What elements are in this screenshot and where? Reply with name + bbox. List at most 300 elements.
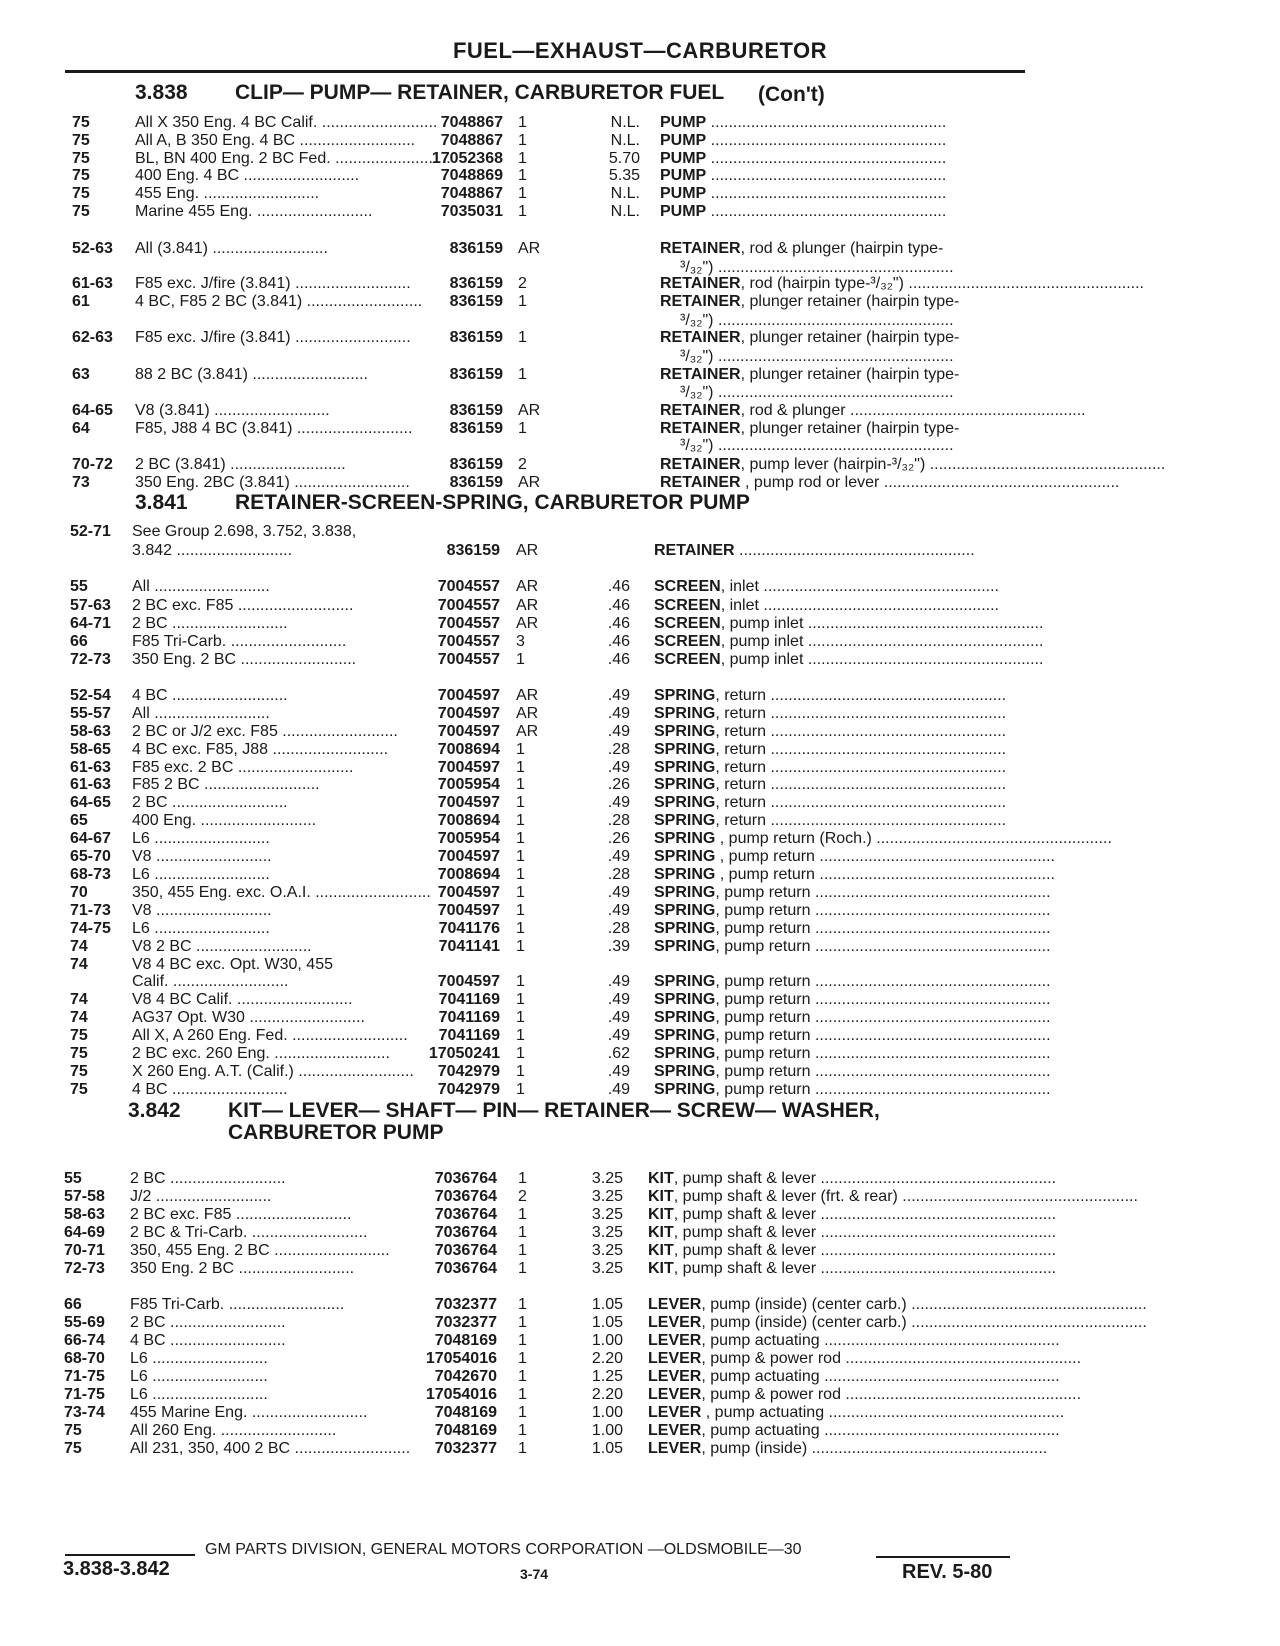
part-number: 7004597: [437, 848, 500, 865]
model-year: 64: [72, 420, 90, 437]
quantity: AR: [518, 240, 541, 257]
part-row: [0, 686, 1280, 705]
part-description: [654, 1080, 1051, 1099]
part-detail: , return .....................................................: [715, 812, 1007, 829]
application: 4 BC, F85 2 BC (3.841) ..........................: [135, 293, 423, 310]
part-row: [0, 1313, 1280, 1332]
section-number: 3.838: [135, 81, 188, 104]
model-year: 70-72: [72, 456, 113, 473]
page-header: FUEL—EXHAUST—CARBURETOR: [452, 38, 828, 63]
quantity: AR: [516, 597, 539, 614]
application: 4 BC ..........................: [132, 687, 288, 704]
application: F85 exc. J/fire (3.841) ..........................: [135, 275, 411, 292]
quantity: 1: [518, 1386, 527, 1403]
part-detail: , return .....................................................: [715, 723, 1007, 740]
part-description: [654, 883, 1051, 902]
part-description: [654, 596, 1020, 615]
part-description: [654, 1008, 1051, 1027]
part-number: 7036764: [434, 1170, 497, 1187]
price: .46: [607, 651, 630, 668]
application: 400 Eng. 4 BC ..........................: [135, 167, 360, 184]
quantity: 1: [516, 741, 525, 758]
part-description: [654, 829, 1112, 848]
quantity: 1: [516, 1009, 525, 1026]
part-row: [0, 1295, 1280, 1314]
price: .49: [607, 1081, 630, 1098]
part-row: [0, 1026, 1280, 1045]
model-year: 61-63: [70, 776, 111, 793]
part-description: [648, 1205, 1057, 1224]
price: .49: [607, 991, 630, 1008]
part-description: [660, 473, 1120, 492]
part-row: [0, 239, 1280, 258]
part-detail: , pump actuating .....................................................: [701, 1422, 1060, 1439]
quantity: 1: [518, 203, 527, 220]
part-row: [0, 383, 1280, 402]
part-number: 7004597: [437, 705, 500, 722]
model-year: 74: [70, 991, 88, 1008]
part-name: SPRING: [654, 938, 716, 955]
part-detail: , return .....................................................: [715, 705, 1007, 722]
part-number: 836159: [449, 329, 503, 346]
application: Calif. ..........................: [132, 973, 289, 990]
quantity: 1: [518, 1368, 527, 1385]
part-name: RETAINER: [660, 456, 741, 473]
application: See Group 2.698, 3.752, 3.838,: [132, 523, 357, 540]
part-name: SPRING: [654, 920, 716, 937]
model-year: 55-69: [64, 1314, 105, 1331]
part-number: 7048169: [434, 1404, 497, 1421]
section-number: 3.842: [128, 1099, 181, 1122]
application: L6 ..........................: [130, 1350, 268, 1367]
part-row: [0, 1421, 1280, 1440]
part-row: [0, 473, 1280, 492]
section-number: 3.841: [135, 491, 188, 514]
part-name: SPRING: [654, 705, 716, 722]
quantity: 1: [516, 848, 525, 865]
part-row: [0, 577, 1280, 596]
part-number: 7042979: [437, 1081, 500, 1098]
part-description: [660, 401, 1086, 420]
part-description: [654, 704, 1020, 723]
quantity: 1: [518, 1332, 527, 1349]
part-row: [0, 883, 1280, 902]
part-row: [0, 401, 1280, 420]
model-year: 74: [70, 956, 88, 973]
quantity: 1: [518, 366, 527, 383]
part-name: PUMP: [660, 167, 707, 184]
price: 1.00: [591, 1332, 623, 1349]
part-description: [648, 1259, 1057, 1278]
part-name: LEVER: [648, 1440, 702, 1457]
part-row: [0, 113, 1280, 132]
quantity: 1: [518, 329, 527, 346]
model-year: 65: [70, 812, 88, 829]
part-name: SPRING: [654, 812, 716, 829]
part-detail: , pump return .....................................................: [715, 991, 1051, 1008]
part-row: [0, 793, 1280, 812]
application: V8 2 BC ..........................: [132, 938, 312, 955]
part-row: [0, 972, 1280, 991]
price: .28: [607, 741, 630, 758]
model-year: 72-73: [64, 1260, 105, 1277]
quantity: 1: [516, 776, 525, 793]
part-description: [660, 328, 1020, 347]
price: .49: [607, 1027, 630, 1044]
part-row: [0, 1259, 1280, 1278]
part-detail: ³/₃₂") .....................................................: [680, 348, 954, 365]
application: AG37 Opt. W30 ..........................: [132, 1009, 365, 1026]
part-row: [0, 722, 1280, 741]
part-row: [0, 455, 1280, 474]
part-detail: , pump shaft & lever .....................................................: [673, 1242, 1057, 1259]
part-detail: , pump return .....................................................: [715, 1081, 1051, 1098]
part-name: SCREEN: [654, 651, 721, 668]
application: 350 Eng. 2 BC ..........................: [132, 651, 357, 668]
part-detail: , pump shaft & lever .....................................................: [673, 1170, 1057, 1187]
quantity: AR: [516, 578, 539, 595]
model-year: 62-63: [72, 329, 113, 346]
part-description: [648, 1313, 1147, 1332]
part-row: [0, 775, 1280, 794]
part-description: [660, 113, 1020, 132]
part-name: KIT: [648, 1170, 674, 1187]
part-number: 7035031: [440, 203, 503, 220]
model-year: 75: [64, 1440, 82, 1457]
part-number: 7005954: [437, 776, 500, 793]
part-description: [654, 901, 1051, 920]
part-number: 7032377: [434, 1440, 497, 1457]
price: .28: [607, 866, 630, 883]
part-name: LEVER: [648, 1314, 702, 1331]
quantity: 1: [516, 991, 525, 1008]
quantity: 1: [518, 1404, 527, 1421]
part-detail: , pump (inside) .....................................................: [701, 1440, 1048, 1457]
part-number: 7048867: [440, 185, 503, 202]
quantity: 1: [518, 1314, 527, 1331]
application: 350, 455 Eng. exc. O.A.I. ..........................: [132, 884, 431, 901]
model-year: 64-69: [64, 1224, 105, 1241]
part-row: [0, 328, 1280, 347]
model-year: 64-65: [70, 794, 111, 811]
model-year: 71-75: [64, 1368, 105, 1385]
part-name: SPRING: [654, 848, 716, 865]
model-year: 74: [70, 938, 88, 955]
application: 2 BC exc. F85 ..........................: [130, 1206, 352, 1223]
part-row: [0, 292, 1280, 311]
price: 3.25: [591, 1224, 623, 1241]
part-row: [0, 865, 1280, 884]
footer-rule-right: [876, 1556, 1010, 1558]
application: V8 ..........................: [132, 848, 272, 865]
price: 2.20: [591, 1350, 623, 1367]
model-year: 73: [72, 474, 90, 491]
price: N.L.: [610, 132, 640, 149]
quantity: 1: [518, 132, 527, 149]
quantity: 1: [516, 973, 525, 990]
application: 2 BC exc. 260 Eng. ..........................: [132, 1045, 390, 1062]
part-name: PUMP: [660, 203, 707, 220]
quantity: AR: [516, 542, 539, 559]
price: 1.00: [591, 1422, 623, 1439]
application: 350, 455 Eng. 2 BC ..........................: [130, 1242, 390, 1259]
quantity: 1: [518, 293, 527, 310]
part-detail: ³/₃₂") .....................................................: [680, 384, 954, 401]
model-year: 75: [72, 185, 90, 202]
quantity: 1: [516, 920, 525, 937]
part-number: 7048169: [434, 1422, 497, 1439]
price: .49: [607, 902, 630, 919]
part-name: SPRING: [654, 1081, 716, 1098]
part-name: SPRING: [654, 884, 716, 901]
model-year: 64-67: [70, 830, 111, 847]
part-row: [0, 522, 1280, 541]
part-description: [654, 722, 1020, 741]
part-number: 7004597: [437, 687, 500, 704]
part-detail: .....................................................: [734, 542, 975, 559]
part-name: SCREEN: [654, 597, 721, 614]
price: 3.25: [591, 1188, 623, 1205]
part-description: [654, 775, 1020, 794]
part-description: [648, 1169, 1057, 1188]
part-detail: .....................................................: [706, 203, 947, 220]
part-detail: , return .....................................................: [715, 794, 1007, 811]
part-row: [0, 990, 1280, 1009]
quantity: 1: [516, 1027, 525, 1044]
application: 400 Eng. ..........................: [132, 812, 317, 829]
model-year: 66-74: [64, 1332, 105, 1349]
part-description: [654, 577, 1020, 596]
part-description: [680, 436, 1020, 455]
part-detail: , pump & power rod .....................................................: [701, 1350, 1082, 1367]
part-detail: , pump return .....................................................: [715, 884, 1051, 901]
part-detail: , plunger retainer (hairpin type-: [740, 366, 960, 383]
part-row: [0, 919, 1280, 938]
model-year: 64-71: [70, 615, 111, 632]
part-description: [660, 365, 1020, 384]
quantity: 1: [518, 1260, 527, 1277]
model-year: 71-75: [64, 1386, 105, 1403]
application: 2 BC exc. F85 ..........................: [132, 597, 354, 614]
quantity: 1: [516, 1045, 525, 1062]
part-detail: , inlet .....................................................: [720, 597, 999, 614]
part-detail: , rod (hairpin type-³/₃₂") .....................................................: [740, 275, 1144, 292]
price: 1.00: [591, 1404, 623, 1421]
part-name: PUMP: [660, 150, 707, 167]
model-year: 75: [64, 1422, 82, 1439]
application: 2 BC or J/2 exc. F85 ..........................: [132, 723, 398, 740]
part-name: KIT: [648, 1242, 674, 1259]
quantity: 1: [516, 812, 525, 829]
part-number: 7048867: [440, 114, 503, 131]
part-number: 7032377: [434, 1296, 497, 1313]
application: F85 Tri-Carb. ..........................: [130, 1296, 345, 1313]
part-number: 7004557: [437, 578, 500, 595]
part-number: 836159: [449, 293, 503, 310]
part-detail: , pump actuating .....................................................: [701, 1368, 1060, 1385]
application: All (3.841) ..........................: [135, 240, 328, 257]
part-name: SCREEN: [654, 615, 721, 632]
application: 4 BC ..........................: [132, 1081, 288, 1098]
model-year: 52-54: [70, 687, 111, 704]
part-detail: , pump (inside) (center carb.) .....................................................: [701, 1296, 1147, 1313]
part-description: [648, 1187, 1138, 1206]
part-row: [0, 1331, 1280, 1350]
part-row: [0, 937, 1280, 956]
section-title: RETAINER-SCREEN-SPRING, CARBURETOR PUMP: [235, 491, 750, 514]
part-description: [648, 1295, 1147, 1314]
part-detail: , pump shaft & lever .....................................................: [673, 1260, 1057, 1277]
application: All 260 Eng. ..........................: [130, 1422, 337, 1439]
model-year: 75: [70, 1063, 88, 1080]
quantity: 1: [516, 794, 525, 811]
part-row: [0, 166, 1280, 185]
part-name: LEVER: [648, 1386, 702, 1403]
part-detail: .....................................................: [706, 167, 947, 184]
part-detail: , pump inlet .....................................................: [720, 651, 1044, 668]
section-continued-label: (Con't): [758, 83, 825, 106]
price: .49: [607, 759, 630, 776]
part-description: [654, 937, 1051, 956]
part-number: 17052368: [431, 150, 503, 167]
price: .49: [607, 884, 630, 901]
part-number: 7008694: [437, 812, 500, 829]
application: All A, B 350 Eng. 4 BC ..........................: [135, 132, 416, 149]
part-description: [654, 1062, 1051, 1081]
application: L6 ..........................: [132, 920, 270, 937]
model-year: 75: [72, 167, 90, 184]
model-year: 72-73: [70, 651, 111, 668]
part-number: 7048169: [434, 1332, 497, 1349]
part-detail: , pump return .....................................................: [715, 848, 1055, 865]
model-year: 68-70: [64, 1350, 105, 1367]
part-number: 7008694: [437, 866, 500, 883]
part-detail: , pump return .....................................................: [715, 920, 1051, 937]
application: 455 Marine Eng. ..........................: [130, 1404, 368, 1421]
part-number: 7036764: [434, 1206, 497, 1223]
application: F85 exc. J/fire (3.841) ..........................: [135, 329, 411, 346]
model-year: 65-70: [70, 848, 111, 865]
model-year: 66: [70, 633, 88, 650]
part-row: [0, 596, 1280, 615]
part-description: [654, 614, 1044, 633]
part-number: 836159: [449, 456, 503, 473]
part-name: PUMP: [660, 185, 707, 202]
part-number: 7004597: [437, 723, 500, 740]
quantity: 1: [516, 902, 525, 919]
part-detail: , rod & plunger (hairpin type-: [740, 240, 944, 257]
part-number: 7042979: [437, 1063, 500, 1080]
part-name: SPRING: [654, 723, 716, 740]
application: L6 ..........................: [130, 1386, 268, 1403]
part-row: [0, 1439, 1280, 1458]
part-number: 7004597: [437, 902, 500, 919]
part-row: [0, 614, 1280, 633]
part-number: 7004557: [437, 615, 500, 632]
part-row: [0, 184, 1280, 203]
part-name: RETAINER: [660, 366, 741, 383]
footer-rule-left: [65, 1554, 195, 1556]
price: .28: [607, 920, 630, 937]
part-name: SPRING: [654, 687, 716, 704]
part-detail: .....................................................: [706, 114, 947, 131]
part-name: RETAINER: [660, 293, 741, 310]
application: L6 ..........................: [132, 830, 270, 847]
part-number: 7004597: [437, 794, 500, 811]
part-detail: , rod & plunger .....................................................: [740, 402, 1086, 419]
part-detail: ³/₃₂") .....................................................: [680, 437, 954, 454]
model-year: 61-63: [70, 759, 111, 776]
part-row: [0, 131, 1280, 150]
model-year: 68-73: [70, 866, 111, 883]
part-row: [0, 811, 1280, 830]
application: 350 Eng. 2 BC ..........................: [130, 1260, 355, 1277]
quantity: 1: [518, 420, 527, 437]
model-year: 58-63: [70, 723, 111, 740]
application: All ..........................: [132, 705, 270, 722]
model-year: 75: [72, 203, 90, 220]
model-year: 63: [72, 366, 90, 383]
part-detail: , pump return .....................................................: [715, 1009, 1051, 1026]
part-description: [660, 202, 1020, 221]
part-number: 836159: [449, 275, 503, 292]
application: F85 exc. 2 BC ..........................: [132, 759, 354, 776]
part-description: [654, 793, 1020, 812]
quantity: 2: [518, 275, 527, 292]
model-year: 57-63: [70, 597, 111, 614]
part-row: [0, 274, 1280, 293]
part-number: 7041169: [438, 1009, 500, 1026]
part-detail: .....................................................: [706, 150, 947, 167]
part-detail: , pump return .....................................................: [715, 1063, 1051, 1080]
part-row: [0, 365, 1280, 384]
part-row: [0, 901, 1280, 920]
application: V8 ..........................: [132, 902, 272, 919]
price: 3.25: [591, 1170, 623, 1187]
part-description: [654, 990, 1051, 1009]
part-number: 7042670: [434, 1368, 497, 1385]
part-detail: , pump return .....................................................: [715, 1027, 1051, 1044]
part-detail: , return .....................................................: [715, 759, 1007, 776]
price: 2.20: [591, 1386, 623, 1403]
quantity: 1: [516, 938, 525, 955]
quantity: 1: [518, 185, 527, 202]
price: 1.05: [591, 1440, 623, 1457]
price: .49: [607, 1009, 630, 1026]
part-row: [0, 1062, 1280, 1081]
part-row: [0, 1169, 1280, 1188]
part-name: SPRING: [654, 973, 716, 990]
model-year: 58-63: [64, 1206, 105, 1223]
quantity: 1: [518, 1206, 527, 1223]
footer-group-range: 3.838-3.842: [63, 1558, 170, 1580]
part-row: [0, 1385, 1280, 1404]
quantity: 1: [518, 1296, 527, 1313]
model-year: 55: [64, 1170, 82, 1187]
part-row: [0, 632, 1280, 651]
model-year: 64-65: [72, 402, 113, 419]
price: .49: [607, 1063, 630, 1080]
part-number: 7036764: [434, 1224, 497, 1241]
part-detail: , return .....................................................: [715, 687, 1007, 704]
quantity: AR: [516, 687, 539, 704]
quantity: 1: [516, 759, 525, 776]
application: L6 ..........................: [132, 866, 270, 883]
part-number: 7041176: [438, 920, 500, 937]
part-number: 836159: [449, 366, 503, 383]
section-title-continued: CARBURETOR PUMP: [228, 1121, 444, 1144]
part-detail: , pump return .....................................................: [715, 938, 1051, 955]
